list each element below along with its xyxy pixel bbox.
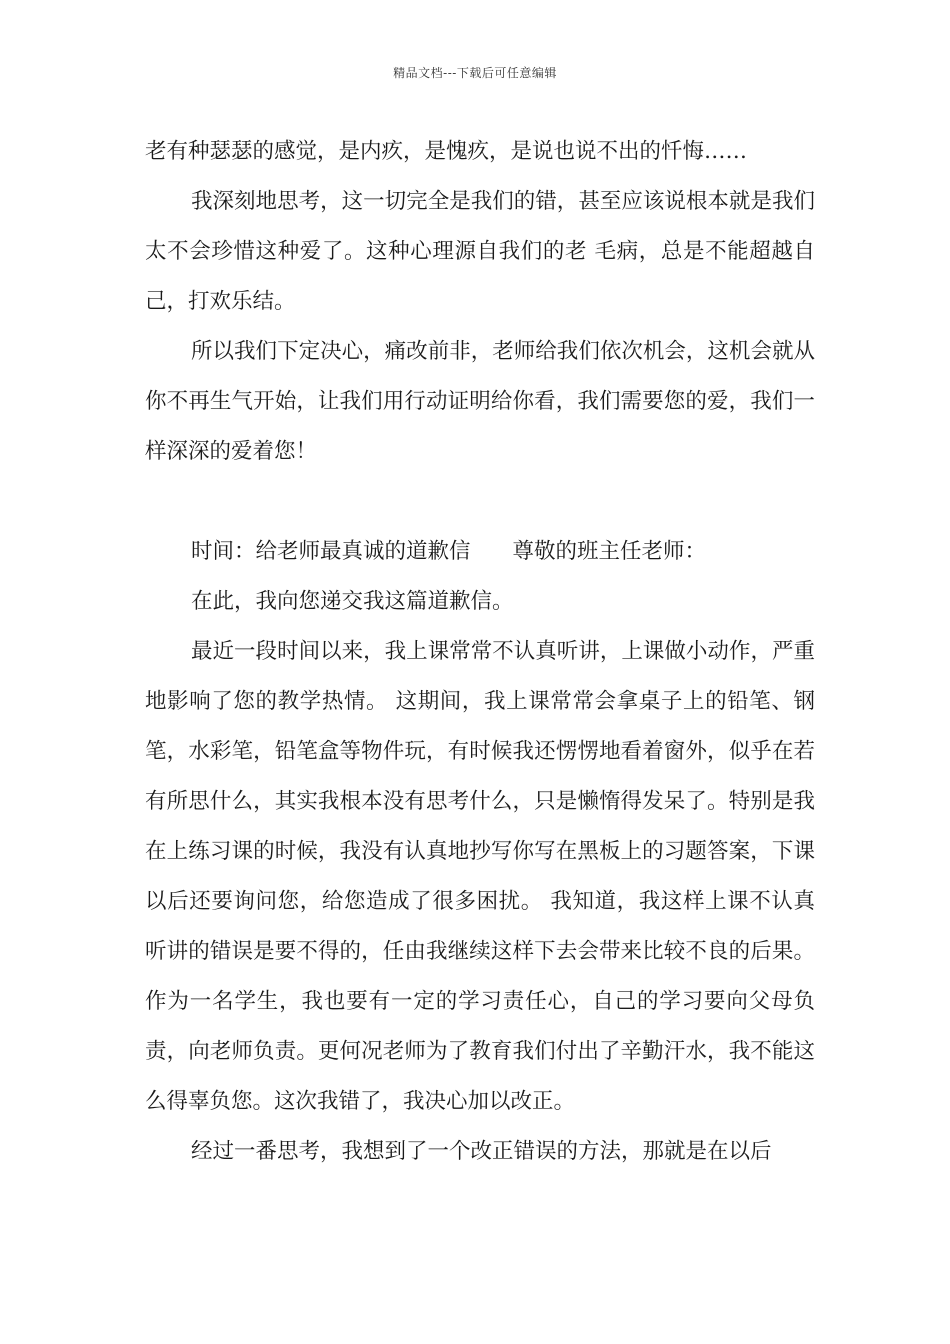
letter-salutation: 尊敬的班主任老师： [512,539,707,564]
letter-time-title: 时间：给老师最真诚的道歉信 [191,539,471,564]
letter-heading-line [145,527,815,577]
paragraph-2: 我深刻地思考，这一切完全是我们的错，甚至应该说根本就是我们太不会珍惜这种爱了。这种心理源自我们的老 毛病，总是不能超越自己，打欢乐结。 [145,189,815,314]
letter-paragraph-1: 在此，我向您递交我这篇道歉信。 [191,589,514,614]
paragraph-1: 老有种瑟瑟的感觉，是内疚，是愧疚，是说也说不出的忏悔…… [145,139,748,164]
letter-paragraph-3: 经过一番思考，我想到了一个改正错误的方法，那就是在以后 [191,1139,772,1164]
paragraph-3: 所以我们下定决心，痛改前非，老师给我们依次机会，这机会就从你不再生气开始，让我们用行动证明给你看，我们需要您的爱，我们一样深深的爱着您！ [145,339,815,464]
section-break [145,477,815,527]
document-body [145,127,815,1177]
page-header: 精品文档---下载后可任意编辑 [393,66,557,80]
letter-paragraph-2: 最近一段时间以来，我上课常常不认真听讲，上课做小动作，严重地影响了您的教学热情。 这期间，我上课常常会拿桌子上的铅笔、钢笔，水彩笔，铅笔盒等物件玩，有时候我还愣愣地看着窗外，似乎在若有所思什么，其实我根本没有思考什么，只是懒惰得发呆了。特别是我在上练习课的时候，我没有认真地抄写你写在黑板上的习题答案，下课以后还要询问您，给您造成了很多困扰。 我知道，我这样上课不认真听讲的错误是要不得的，任由我继续这样下去会带来比较不良的后果。作为一名学生，我也要有一定的学习责任心，自己的学习要向父母负责，向老师负责。更何况老师为了教育我们付出了辛勤汗水，我不能这么得辜负您。这次我错了，我决心加以改正。 [145,639,815,1114]
